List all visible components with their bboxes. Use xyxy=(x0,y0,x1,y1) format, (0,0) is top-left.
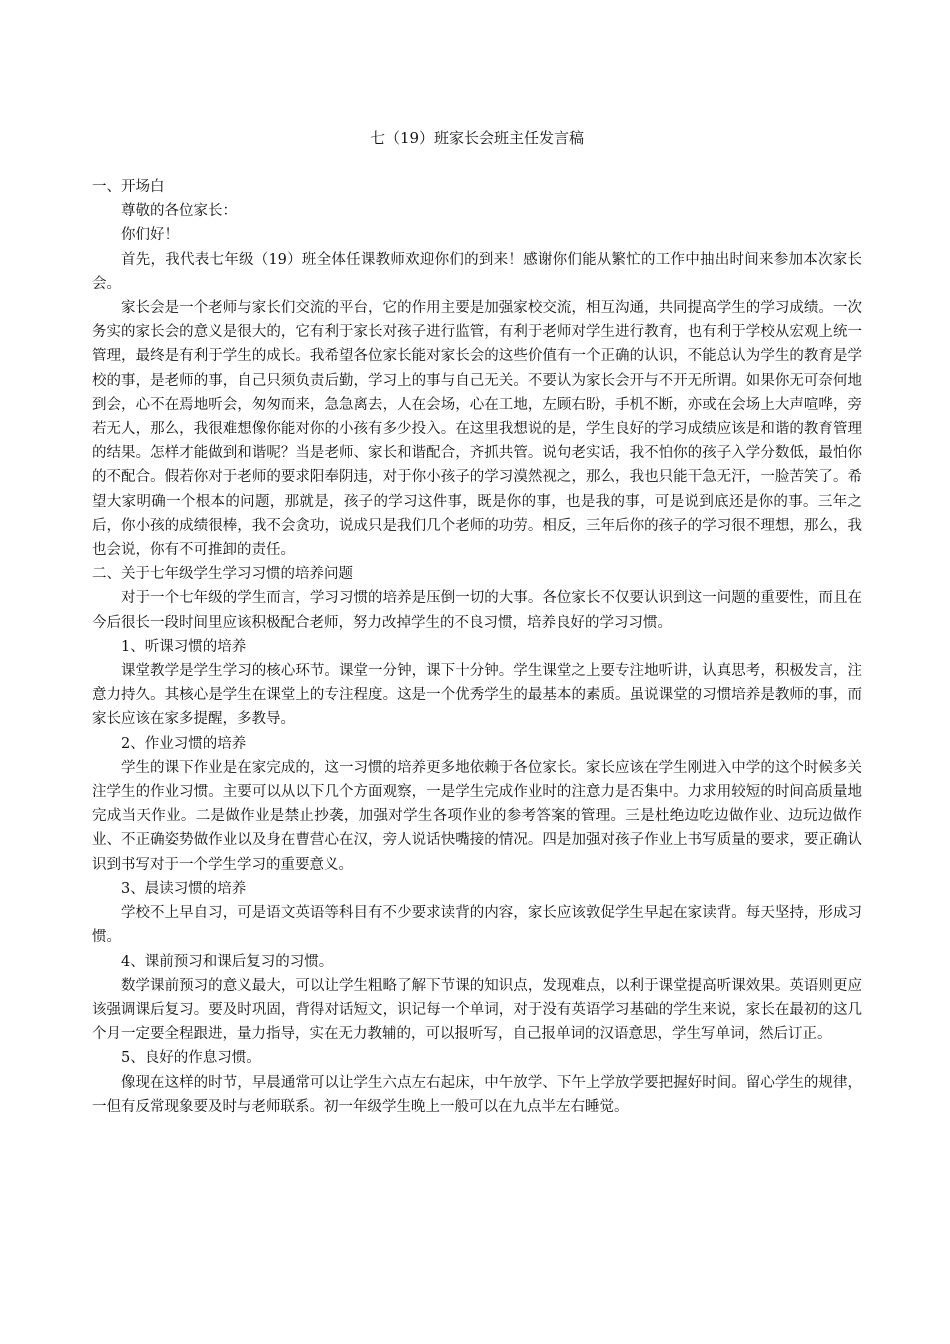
subheading-schedule: 5、良好的作息习惯。 xyxy=(121,1050,261,1067)
paragraph-morning-reading: 学校不上早自习，可是语文英语等科目有不少要求读背的内容，家长应该敦促学生早起在家读背。每天坚持，形成习惯。 xyxy=(92,905,862,946)
paragraph-welcome: 首先，我代表七年级（19）班全体任课教师欢迎你们的到来！感谢你们能从繁忙的工作中抽出时间来参加本次家长会。 xyxy=(92,251,862,292)
paragraph-schedule: 像现在这样的时节，早晨通常可以让学生六点左右起床，中午放学、下午上学放学要把握好时间。留心学生的规律，一但有反常现象要及时与老师联系。初一年级学生晚上一般可以在九点半左右睡觉。 xyxy=(92,1074,862,1115)
paragraph-meeting-purpose: 家长会是一个老师与家长们交流的平台，它的作用主要是加强家校交流，相互沟通，共同提高学生的学习成绩。一次务实的家长会的意义是很大的，它有利于家长对孩子进行监管，有利于老师对学生进行教育，也有利于学校从宏观上统一管理，最终是有利于学生的成长。我希望各位家长能对家长会的这些价值有一个正确的认识，不能总认为学生的教育是学校的事，是老师的事，自己只须负责后勤，学习上的事与自己无关。不要认为家长会开与不开无所谓。如果你无可奈何地到会，心不在焉地听会，匆匆而来，急急离去，人在会场，心在工地，左顾右盼，手机不断，亦或在会场上大声喧哗，旁若无人，那么，我很难想像你能对你的小孩有多少投入。在这里我想说的是，学生良好的学习成绩应该是和谐的教育管理的结果。怎样才能做到和谐呢？当是老师、家长和谐配合，齐抓共管。说句老实话，我不怕你的孩子入学分数低，最怕你的不配合。假若你对于老师的要求阳奉阴违，对于你小孩子的学习漠然视之，那么，我也只能干急无汗，一脸苦笑了。希望大家明确一个根本的问题，那就是，孩子的学习这件事，既是你的事，也是我的事，可是说到底还是你的事。三年之后，你小孩的成绩很棒，我不会贪功，说成只是我们几个老师的功劳。相反，三年后你的孩子的学习很不理想，那么，我也会说，你有不可推卸的责任。 xyxy=(92,300,862,559)
paragraph-homework: 学生的课下作业是在家完成的，这一习惯的培养更多地依赖于各位家长。家长应该在学生刚进入中学的这个时候多关注学生的作业习惯。主要可以从以下几个方面观察，一是学生完成作业时的注意力是否集中。力求用较短的时间高质量地完成当天作业。二是做作业是禁止抄袭，加强对学生各项作业的参考答案的管理。三是杜绝边吃边做作业、边玩边做作业、不正确姿势做作业以及身在曹营心在汉，旁人说话快嘴接的情况。四是加强对孩子作业上书写质量的要求，要正确认识到书写对于一个学生学习的重要意义。 xyxy=(92,759,862,873)
section-heading-habits: 二、关于七年级学生学习习惯的培养问题 xyxy=(92,566,353,583)
subheading-listening: 1、听课习惯的培养 xyxy=(121,638,247,655)
paragraph-hello: 你们好！ xyxy=(121,227,179,244)
document-title: 七（19）班家长会班主任发言稿 xyxy=(369,129,585,147)
paragraph-preview-review: 数学课前预习的意义最大，可以让学生粗略了解下节课的知识点，发现难点，以利于课堂提高听课效果。英语则更应该强调课后复习。要及时巩固，背得对话短文，识记每一个单词，对于没有英语学习基础的学生来说，家长在最初的这几个月一定要全程跟进，量力指导，实在无力教辅的，可以报听写，自己报单词的汉语意思，学生写单词，然后订正。 xyxy=(92,977,862,1043)
document-page xyxy=(92,125,862,1119)
paragraph-habits-intro: 对于一个七年级的学生而言，学习习惯的培养是压倒一切的大事。各位家长不仅要认识到这一问题的重要性，而且在今后很长一段时间里应该积极配合老师，努力改掉学生的不良习惯，培养良好的学习习惯。 xyxy=(92,590,862,631)
subheading-morning-reading: 3、晨读习惯的培养 xyxy=(121,880,247,897)
section-heading-opening: 一、开场白 xyxy=(92,179,165,195)
subheading-preview-review: 4、课前预习和课后复习的习惯。 xyxy=(121,953,334,970)
subheading-homework: 2、作业习惯的培养 xyxy=(121,735,247,752)
paragraph-listening: 课堂教学是学生学习的核心环节。课堂一分钟，课下十分钟。学生课堂之上要专注地听讲，认真思考，积极发言，注意力持久。其核心是学生在课堂上的专注程度。这是一个优秀学生的最基本的素质。虽说课堂的习惯培养是教师的事，而家长应该在家多提醒，多教导。 xyxy=(92,663,862,728)
paragraph-greeting: 尊敬的各位家长： xyxy=(121,203,237,220)
